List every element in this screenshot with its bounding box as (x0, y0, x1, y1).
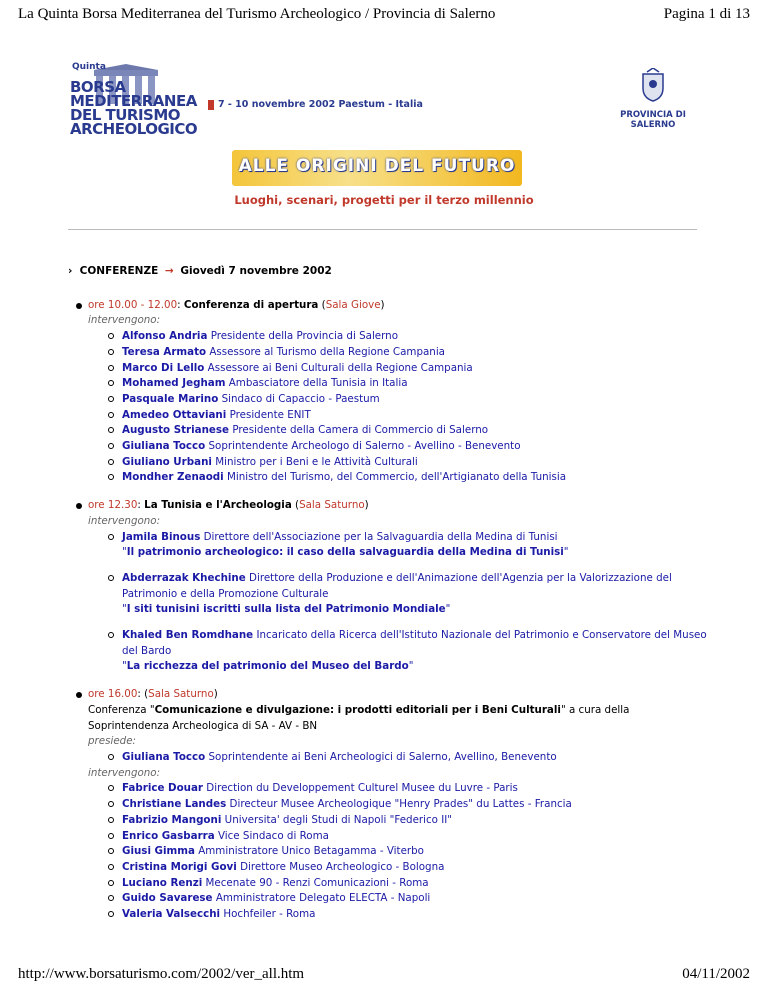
talk-title: "Il patrimonio archeologico: il caso della salvaguardia della Medina di Tunisi" (122, 546, 569, 559)
speaker-name: Mohamed Jegham (122, 377, 226, 390)
circle-bullet-icon (108, 427, 114, 433)
circle-bullet-icon (108, 895, 114, 901)
list-item (88, 891, 708, 907)
bullet-icon (76, 503, 82, 509)
circle-bullet-icon (108, 880, 114, 886)
list-item (88, 376, 708, 392)
circle-bullet-icon (108, 754, 114, 760)
circle-bullet-icon (108, 396, 114, 402)
speaker-role: Amministratore Delegato ELECTA - Napoli (215, 892, 431, 905)
session-heading: ore 16.00: (Sala Saturno) (88, 688, 218, 701)
speaker-role: Soprintendente Archeologo di Salerno - Avellino - Benevento (208, 440, 521, 453)
session-title: La Tunisia e l'Archeologia (144, 499, 292, 512)
circle-bullet-icon (108, 785, 114, 791)
speaker-role: Direttore Museo Archeologico - Bologna (240, 860, 445, 873)
speaker-name: Giuliana Tocco (122, 440, 206, 453)
talk-title: "I siti tunisini iscritti sulla lista del Patrimonio Mondiale" (122, 603, 451, 616)
session-2 (68, 498, 708, 675)
session-room: Sala Saturno (299, 499, 365, 512)
conference-description: Conferenza "Comunicazione e divulgazione: i prodotti editoriali per i Beni Culturali" a cura della Soprintendenza Archeologica di SA - AV - BN (88, 703, 630, 732)
print-title: La Quinta Borsa Mediterranea del Turismo Archeologico / Provincia di Salerno (18, 6, 496, 22)
list-item (88, 571, 708, 618)
speaker-name: Guido Savarese (122, 892, 213, 905)
list-item (88, 750, 708, 766)
circle-bullet-icon (108, 534, 114, 540)
session-3 (68, 687, 708, 923)
session-time: ore 16.00 (88, 688, 138, 701)
circle-bullet-icon (108, 575, 114, 581)
speaker-role: Assessore al Turismo della Regione Campania (209, 345, 445, 358)
speaker-name: Cristina Morigi Govi (122, 860, 237, 873)
list-item (88, 345, 708, 361)
speaker-name: Teresa Armato (122, 345, 207, 358)
speaker-role: Incaricato della Ricerca dell'Istituto Nazionale del Patrimonio e Conservatore del Museo del Bardo (122, 629, 707, 657)
speaker-name: Khaled Ben Romdhane (122, 629, 254, 642)
circle-bullet-icon (108, 459, 114, 465)
logo-line: BORSA (70, 78, 126, 96)
page-url: http://www.borsaturismo.com/2002/ver_all.htm (18, 966, 305, 982)
list-item (88, 470, 708, 486)
breadcrumb-section[interactable]: CONFERENZE (79, 265, 159, 277)
slogan-banner (232, 150, 522, 186)
crest-icon (638, 68, 668, 102)
speaker-role: Soprintendente ai Beni Archeologici di Salerno, Avellino, Benevento (208, 750, 557, 763)
speaker-list (88, 781, 708, 922)
speaker-role: Universita' degli Studi di Napoli "Federico II" (224, 813, 453, 826)
speakers-label: intervengono: (88, 514, 161, 527)
list-item (88, 329, 708, 345)
provincia-text: PROVINCIA DI SALERNO (620, 110, 686, 130)
speaker-role: Presidente della Camera di Commercio di Salerno (232, 424, 489, 437)
chevron-right-icon: › (68, 265, 73, 277)
speaker-role: Direttore dell'Associazione per la Salvaguardia della Medina di Tunisi (203, 530, 558, 543)
logo-text (70, 80, 197, 136)
slogan-text: ALLE ORIGINI DEL FUTURO (238, 156, 516, 176)
speaker-name: Mondher Zenaodi (122, 471, 224, 484)
speaker-role: Ministro per i Beni e le Attività Culturali (215, 455, 418, 468)
circle-bullet-icon (108, 817, 114, 823)
speaker-name: Enrico Gasbarra (122, 829, 215, 842)
circle-bullet-icon (108, 801, 114, 807)
speaker-name: Augusto Strianese (122, 424, 230, 437)
page-number: Pagina 1 di 13 (663, 6, 750, 22)
session-time: ore 10.00 - 12.00 (88, 298, 178, 311)
session-time: ore 12.30 (88, 499, 138, 512)
session-title: Conferenza di apertura (183, 298, 319, 311)
list-item (88, 408, 708, 424)
speaker-role: Direction du Developpement Culturel Musee du Luvre - Paris (206, 782, 518, 795)
circle-bullet-icon (108, 412, 114, 418)
circle-bullet-icon (108, 911, 114, 917)
list-item (88, 455, 708, 471)
print-footer (18, 966, 750, 988)
speaker-name: Amedeo Ottaviani (122, 408, 227, 421)
logo-line: MEDITERRANEA (70, 92, 197, 110)
speaker-name: Fabrizio Mangoni (122, 813, 222, 826)
speaker-name: Fabrice Douar (122, 782, 204, 795)
circle-bullet-icon (108, 333, 114, 339)
chair-label: presiede: (88, 735, 137, 748)
speaker-role: Sindaco di Capaccio - Paestum (221, 392, 380, 405)
logo-line: ARCHEOLOGICO (70, 120, 198, 138)
breadcrumb-day: Giovedì 7 novembre 2002 (180, 265, 332, 277)
list-item (88, 628, 708, 675)
event-dates (208, 99, 423, 110)
speaker-name: Christiane Landes (122, 798, 227, 811)
divider (68, 229, 697, 230)
site-banner (68, 58, 708, 148)
speaker-name: Giusi Gimma (122, 845, 195, 858)
speaker-name: Alfonso Andria (122, 330, 208, 343)
speaker-role: Vice Sindaco di Roma (217, 829, 329, 842)
speaker-role: Presidente ENIT (229, 408, 311, 421)
speaker-role: Ministro del Turismo, del Commercio, dell'Artigianato della Tunisia (226, 471, 567, 484)
speaker-role: Direttore della Produzione e dell'Animazione dell'Agenzia per la Valorizzazione del Patrimonio e della Promozione Culturale (122, 571, 672, 600)
red-bar-icon (208, 100, 214, 110)
circle-bullet-icon (108, 365, 114, 371)
session-1 (68, 298, 708, 486)
speaker-role: Hochfeiler - Roma (223, 908, 316, 921)
list-item (88, 797, 708, 813)
bullet-icon (76, 692, 82, 698)
speaker-name: Abderrazak Khechine (122, 571, 246, 584)
logo-line: DEL TURISMO (70, 106, 181, 124)
speaker-name: Luciano Renzi (122, 876, 203, 889)
list-item (88, 423, 708, 439)
speaker-role: Presidente della Provincia di Salerno (210, 330, 399, 343)
provincia-logo[interactable] (598, 68, 708, 130)
session-heading: ore 12.30: La Tunisia e l'Archeologia (Sala Saturno) (88, 499, 369, 512)
session-heading: ore 10.00 - 12.00: Conferenza di apertura (Sala Giove) (88, 298, 385, 311)
speaker-name: Giuliana Tocco (122, 750, 206, 763)
speaker-role: Mecenate 90 - Renzi Comunicazioni - Roma (205, 876, 429, 889)
circle-bullet-icon (108, 632, 114, 638)
list-item (88, 907, 708, 923)
speaker-name: Valeria Valsecchi (122, 908, 221, 921)
list-item (88, 392, 708, 408)
chair-list (88, 750, 708, 766)
list-item (88, 361, 708, 377)
speaker-role: Assessore ai Beni Culturali della Regione Campania (207, 361, 473, 374)
speaker-role: Directeur Musee Archeologique "Henry Prades" du Lattes - Francia (229, 798, 572, 811)
bullet-icon (76, 303, 82, 309)
conference-title: Comunicazione e divulgazione: i prodotti editoriali per i Beni Culturali (154, 703, 561, 716)
logo-quinta: Quinta (72, 62, 106, 72)
speaker-list (88, 530, 708, 676)
speaker-list (88, 329, 708, 486)
talk-title: "La ricchezza del patrimonio del Museo del Bardo" (122, 660, 414, 673)
list-item (88, 876, 708, 892)
speaker-name: Pasquale Marino (122, 392, 219, 405)
circle-bullet-icon (108, 349, 114, 355)
event-subtitle: Luoghi, scenari, progetti per il terzo millennio (234, 193, 534, 207)
circle-bullet-icon (108, 864, 114, 870)
circle-bullet-icon (108, 380, 114, 386)
speakers-label: intervengono: (88, 766, 161, 779)
list-item (88, 530, 708, 561)
print-header (18, 6, 750, 30)
session-room: Sala Giove (325, 298, 381, 311)
main-content (68, 264, 708, 935)
session-room: Sala Saturno (148, 688, 214, 701)
list-item (88, 781, 708, 797)
arrow-right-icon: → (164, 265, 174, 277)
circle-bullet-icon (108, 833, 114, 839)
speaker-role: Amministratore Unico Betagamma - Viterbo (198, 845, 424, 858)
circle-bullet-icon (108, 848, 114, 854)
borsa-logo[interactable] (68, 58, 203, 146)
speaker-name: Jamila Binous (122, 530, 201, 543)
print-date: 04/11/2002 (682, 966, 750, 982)
list-item (88, 860, 708, 876)
speaker-name: Marco Di Lello (122, 361, 205, 374)
event-dates-text: 7 - 10 novembre 2002 Paestum - Italia (218, 99, 423, 110)
speaker-name: Giuliano Urbani (122, 455, 212, 468)
circle-bullet-icon (108, 443, 114, 449)
breadcrumb (68, 264, 708, 280)
list-item (88, 829, 708, 845)
speakers-label: intervengono: (88, 314, 161, 327)
list-item (88, 813, 708, 829)
circle-bullet-icon (108, 474, 114, 480)
list-item (88, 439, 708, 455)
speaker-role: Ambasciatore della Tunisia in Italia (228, 377, 408, 390)
list-item (88, 844, 708, 860)
